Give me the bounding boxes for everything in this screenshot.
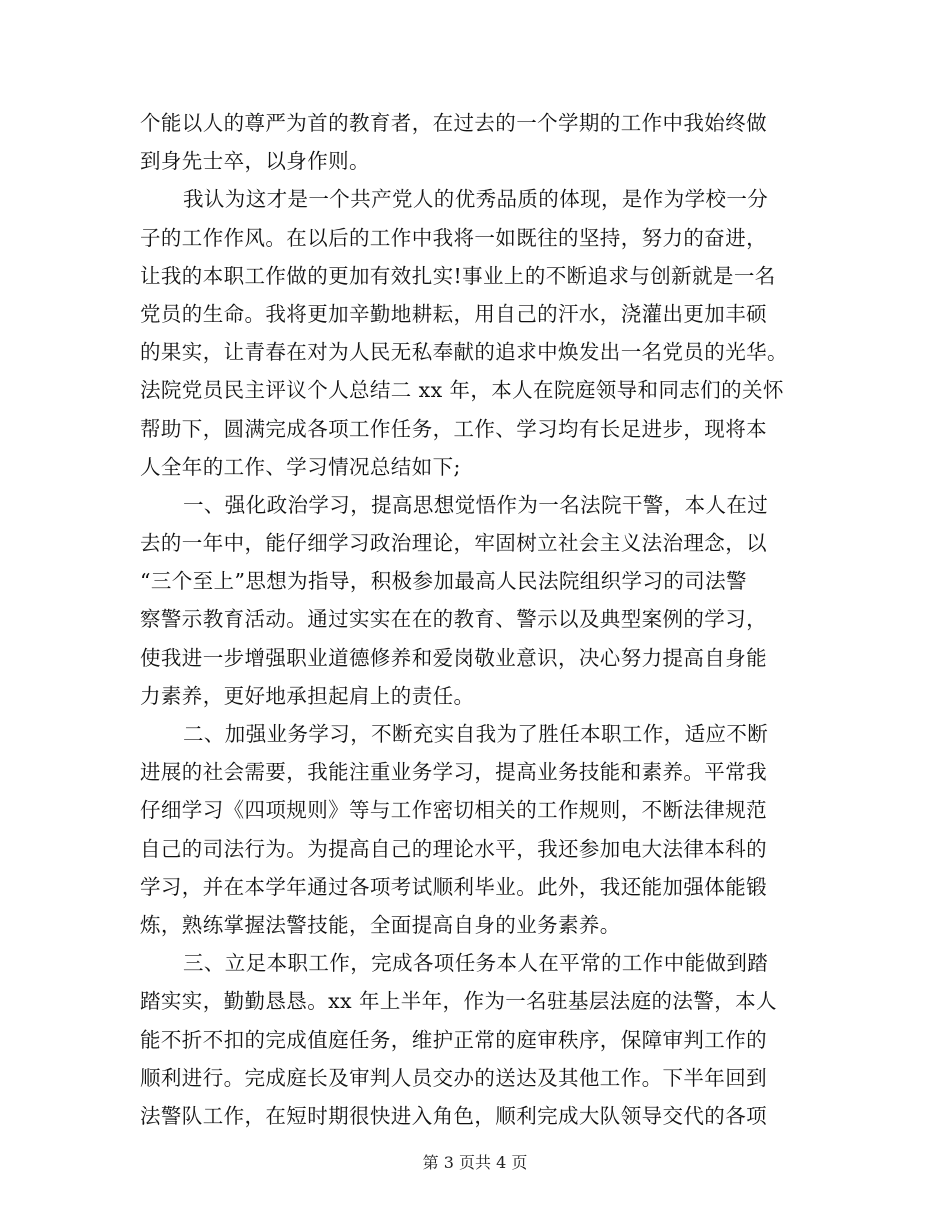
text-line: 法警队工作，在短时期很快进入角色，顺利完成大队领导交代的各项	[140, 1103, 767, 1128]
text-line: 的果实，让青春在对为人民无私奉献的追求中焕发出一名党员的光华。	[140, 340, 788, 365]
text-line: 帮助下，圆满完成各项工作任务，工作、学习均有长足进步，现将本	[140, 416, 767, 441]
text-line: “三个至上”思想为指导，积极参加最高人民法院组织学习的司法警	[140, 569, 747, 594]
text-line: 一、强化政治学习，提高思想觉悟作为一名法院干警，本人在过	[183, 492, 769, 517]
text-line: 顺利进行。完成庭长及审判人员交办的送达及其他工作。下半年回到	[140, 1065, 767, 1090]
text-line: 法院党员民主评议个人总结二 xx 年，本人在院庭领导和同志们的关怀	[140, 378, 784, 403]
text-line: 进展的社会需要，我能注重业务学习，提高业务技能和素养。平常我	[140, 760, 767, 785]
text-line: 我认为这才是一个共产党人的优秀品质的体现，是作为学校一分	[183, 187, 769, 212]
text-line: 使我进一步增强职业道德修养和爱岗敬业意识，决心努力提高自身能	[140, 645, 767, 670]
text-line: 能不折不扣的完成值庭任务，维护正常的庭审秩序，保障审判工作的	[140, 1027, 767, 1052]
document-body	[140, 104, 810, 1135]
page-footer: 第 3 页共 4 页	[422, 1153, 528, 1172]
text-line: 党员的生命。我将更加辛勤地耕耘，用自己的汗水，浇灌出更加丰硕	[140, 301, 767, 326]
text-line: 子的工作作风。在以后的工作中我将一如既往的坚持，努力的奋进，	[140, 225, 767, 250]
text-line: 察警示教育活动。通过实实在在的教育、警示以及典型案例的学习，	[140, 607, 767, 632]
text-line: 学习，并在本学年通过各项考试顺利毕业。此外，我还能加强体能锻	[140, 874, 767, 899]
text-line: 炼，熟练掌握法警技能，全面提高自身的业务素养。	[140, 912, 621, 937]
text-line: 自己的司法行为。为提高自己的理论水平，我还参加电大法律本科的	[140, 836, 767, 861]
text-line: 三、立足本职工作，完成各项任务本人在平常的工作中能做到踏	[183, 951, 769, 976]
text-line: 去的一年中，能仔细学习政治理论，牢固树立社会主义法治理念，以	[140, 531, 767, 556]
text-line: 让我的本职工作做的更加有效扎实!事业上的不断追求与创新就是一名	[140, 263, 776, 288]
text-line: 个能以人的尊严为首的教育者，在过去的一个学期的工作中我始终做	[140, 111, 767, 135]
text-line: 二、加强业务学习，不断充实自我为了胜任本职工作，适应不断	[183, 722, 769, 746]
text-line: 踏实实，勤勤恳恳。xx 年上半年，作为一名驻基层法庭的法警，本人	[140, 989, 777, 1014]
text-line: 到身先士卒，以身作则。	[140, 149, 370, 174]
text-line: 仔细学习《四项规则》等与工作密切相关的工作规则，不断法律规范	[140, 798, 767, 823]
text-line: 人全年的工作、学习情况总结如下;	[140, 454, 461, 479]
text-line: 力素养，更好地承担起肩上的责任。	[140, 683, 475, 708]
